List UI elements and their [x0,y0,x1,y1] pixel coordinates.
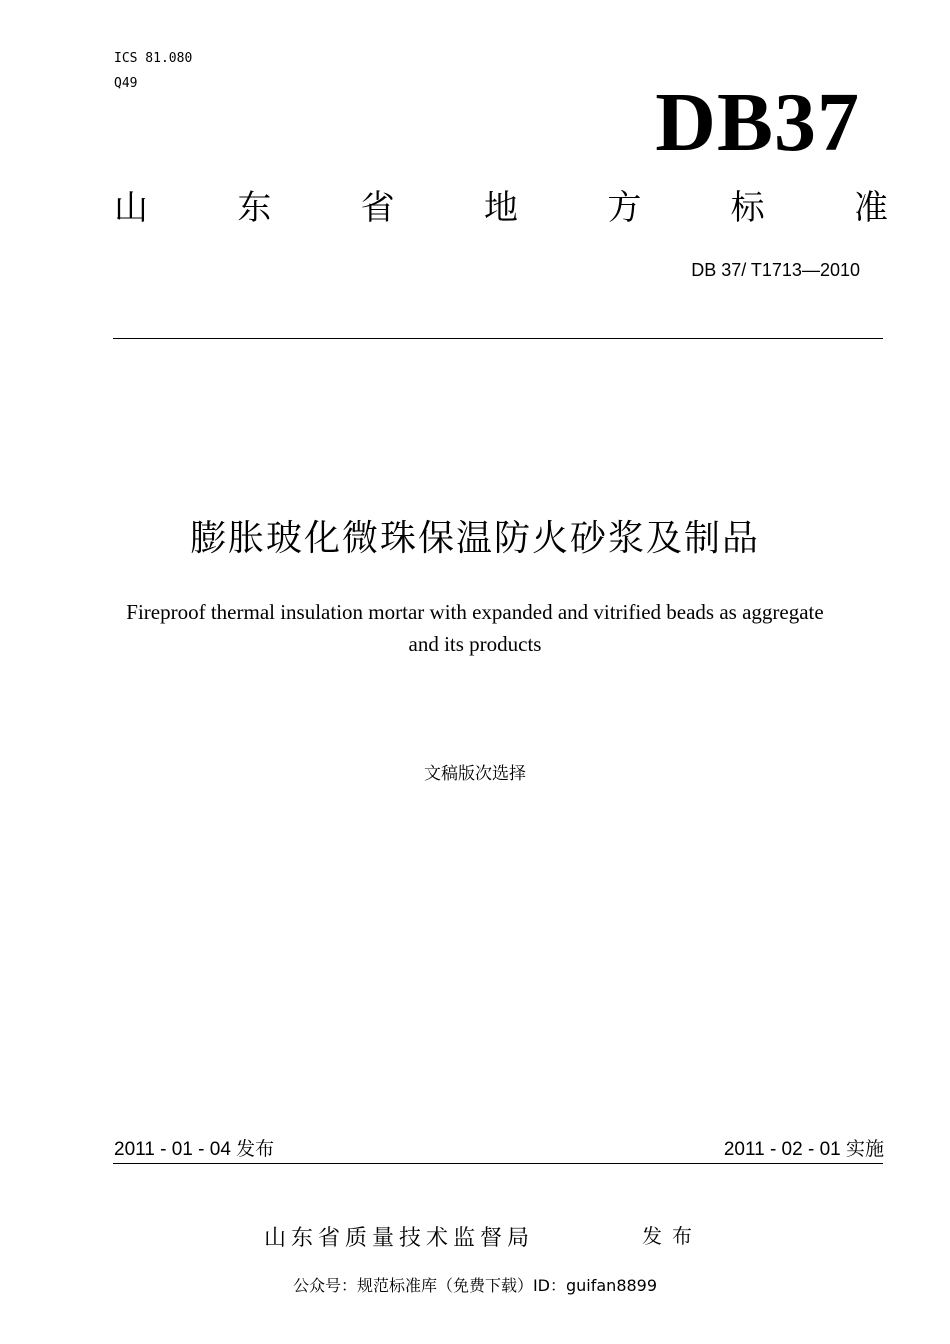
footer-divider [113,1163,883,1164]
standard-type [114,186,888,230]
issue-date: 2011 - 01 - 04 发布 [114,1139,275,1160]
publisher-name: 山东省质量技术监督局 [264,1226,535,1251]
standard-code: DB 37/ T1713—2010 [691,260,860,280]
standard-type-char: 山 [114,188,148,228]
standard-type-char: 准 [853,188,888,228]
standard-type-char: 省 [360,188,395,228]
header-divider [113,338,883,339]
standard-type-char: 方 [607,188,642,228]
classification-code: Q49 [114,76,138,91]
standard-type-char: 地 [483,188,518,228]
ics-code: ICS 81.080 [114,51,193,66]
document-title-english [75,596,875,660]
document-title-chinese: 膨胀玻化微珠保温防火砂浆及制品 [189,518,760,559]
footer-note: 公众号：规范标准库（免费下载）ID：guifan8899 [292,1276,658,1295]
standard-type-char: 东 [237,188,272,228]
draft-version-label: 文稿版次选择 [424,764,526,784]
english-title-line: Fireproof thermal insulation mortar with expanded and vitrified beads as aggregate [126,600,824,624]
implementation-date: 2011 - 02 - 01 实施 [723,1139,884,1160]
standard-logo: DB37 [655,76,860,169]
english-title-line: and its products [408,632,542,656]
publisher-action: 发布 [642,1224,702,1248]
standard-type-char: 标 [730,188,765,228]
